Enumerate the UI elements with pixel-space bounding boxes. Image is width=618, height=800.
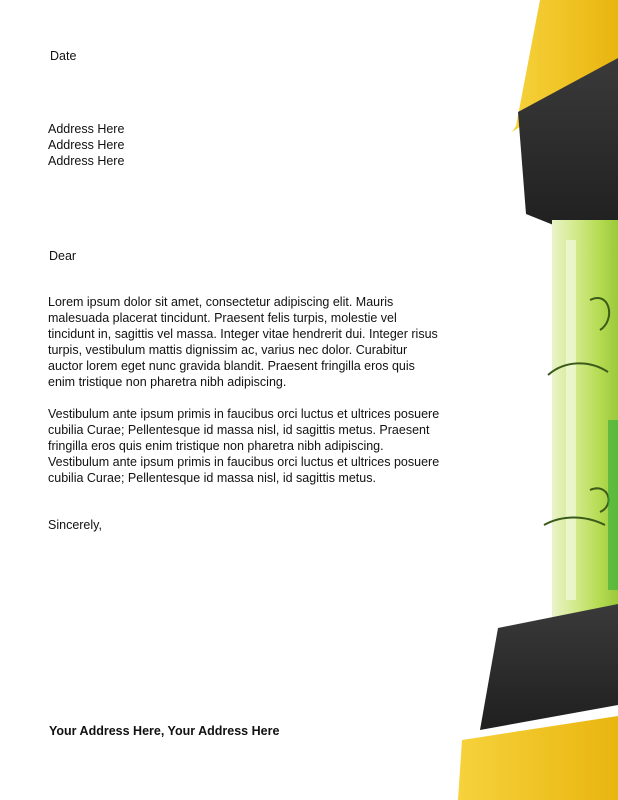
address-line: Address Here — [48, 122, 125, 136]
closing: Sincerely, — [48, 518, 102, 532]
address-line: Address Here — [48, 138, 125, 152]
letter-body — [48, 294, 440, 502]
recipient-address — [48, 121, 124, 169]
address-line: Address Here — [48, 154, 125, 168]
level-bottom-cap — [480, 604, 618, 730]
salutation: Dear — [49, 249, 77, 263]
spirit-level-photo — [440, 0, 618, 800]
footer-address: Your Address Here, Your Address Here — [49, 724, 280, 738]
body-paragraph: Vestibulum ante ipsum primis in faucibus orci luctus et ultrices posuere cubilia Curae; Pellentesque id massa nisl, id sagittis metus. Praesent fringilla eros quis enim tristique non pharetra nibh adipiscing. Vestibulum ante ipsum primis in faucibus orci luctus et ultrices posuere cubilia Curae; Pellentesque id massa nisl, id sagittis metus. — [48, 407, 440, 485]
body-paragraph: Lorem ipsum dolor sit amet, consectetur adipiscing elit. Mauris malesuada placerat tincidunt. Praesent felis turpis, molestie vel tincidunt in, sagittis vel massa. Integer vitae hendrerit dui. Integer risus turpis, vestibulum mattis dignissim ac, varius nec dolor. Curabitur auctor lorem eget nunc gravida blandit. Praesent fringilla eros quis enim tristique non pharetra nibh adipiscing. — [48, 295, 438, 389]
date-label: Date — [50, 49, 77, 63]
